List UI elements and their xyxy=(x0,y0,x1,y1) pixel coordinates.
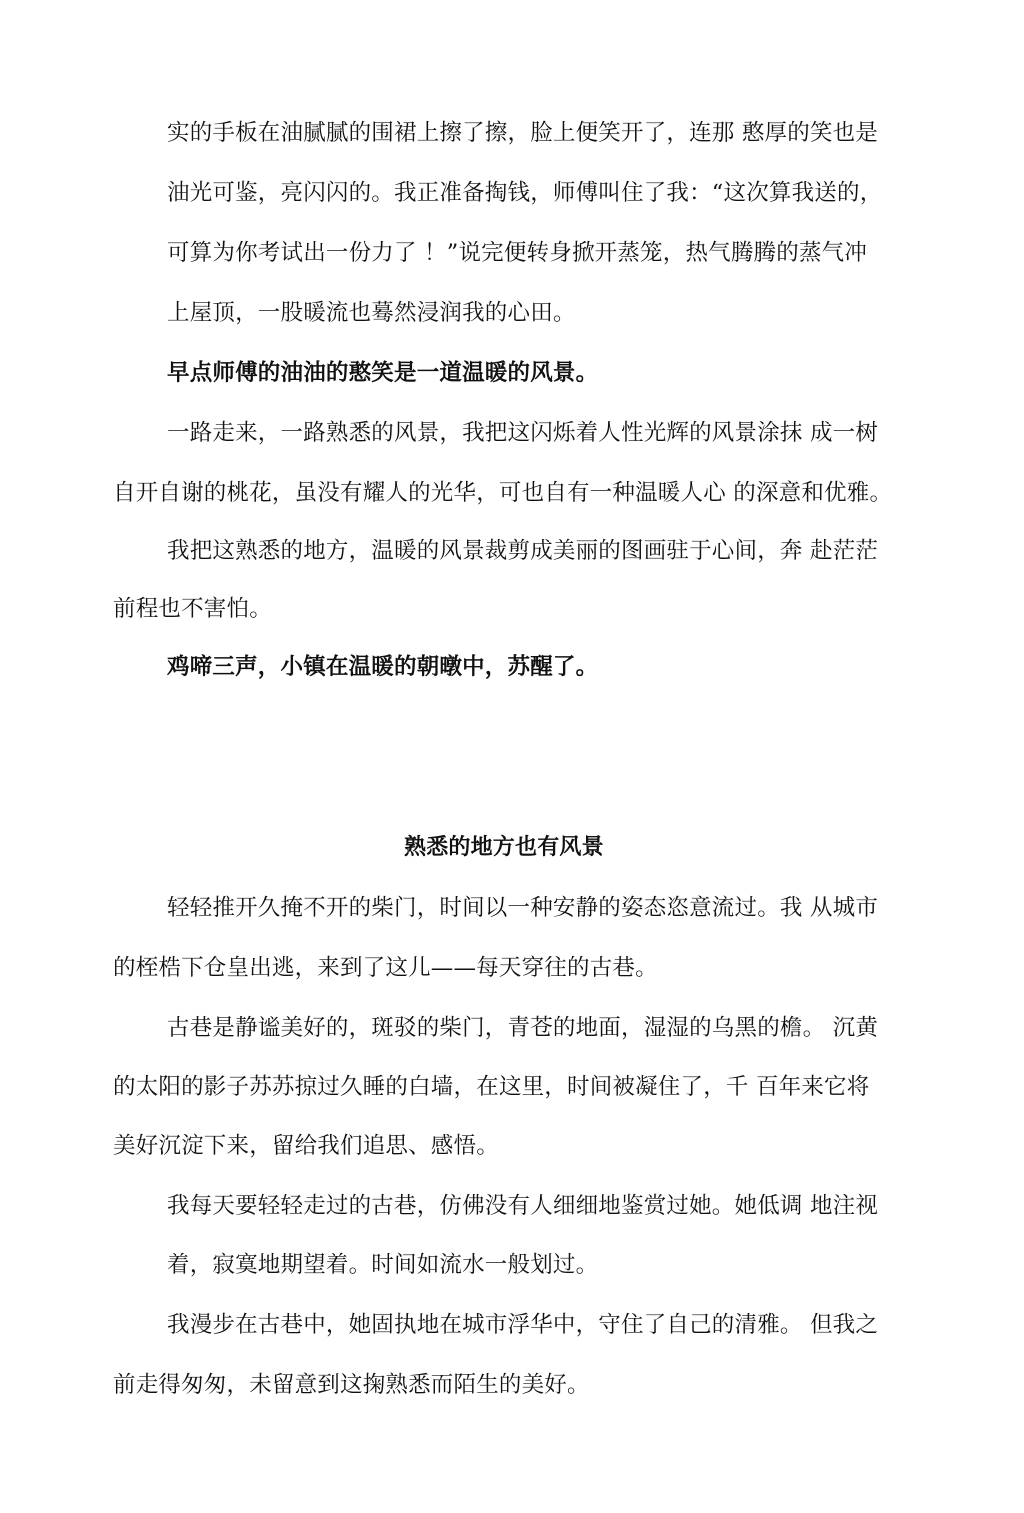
paragraph-line: 油光可鉴，亮闪闪的。我正准备掏钱，师傅叫住了我：“这次算我送的， xyxy=(167,180,883,206)
paragraph-line: 前程也不害怕。 xyxy=(113,596,272,622)
paragraph-line: 我漫步在古巷中，她固执地在城市浮华中，守住了自己的清雅。 但我之 xyxy=(167,1312,879,1338)
paragraph-line: 古巷是静谧美好的，斑驳的柴门，青苍的地面，湿湿的乌黑的檐。 沉黄 xyxy=(167,1015,879,1041)
bold-statement: 早点师傅的油油的憨笑是一道温暖的风景。 xyxy=(167,360,599,386)
paragraph-line: 可算为你考试出一份力了 ！”说完便转身掀开蒸笼，热气腾腾的蒸气冲 xyxy=(167,240,868,266)
essay-title: 熟悉的地方也有风景 xyxy=(404,834,604,860)
paragraph-line: 我把这熟悉的地方，温暖的风景裁剪成美丽的图画驻于心间，奔 赴茫茫 xyxy=(167,538,879,564)
paragraph-line: 的太阳的影子苏苏掠过久睡的白墙，在这里，时间被凝住了，千 百年来它将 xyxy=(113,1074,870,1100)
paragraph-line: 的桎梏下仓皇出逃，来到了这儿——每天穿往的古巷。 xyxy=(113,955,658,981)
paragraph-line: 上屋顶，一股暖流也蓦然浸润我的心田。 xyxy=(167,300,576,326)
paragraph-line: 轻轻推开久掩不开的柴门，时间以一种安静的姿态恣意流过。我 从城市 xyxy=(167,895,879,921)
paragraph-line: 实的手板在油腻腻的围裙上擦了擦，脸上便笑开了，连那 憨厚的笑也是 xyxy=(167,120,879,146)
paragraph-line: 一路走来，一路熟悉的风景，我把这闪烁着人性光辉的风景涂抹 成一树 xyxy=(167,420,879,446)
paragraph-line: 自开自谢的桃花，虽没有耀人的光华，可也自有一种温暖人心 的深意和优雅。 xyxy=(113,480,893,506)
paragraph-line: 美好沉淀下来，留给我们追思、感悟。 xyxy=(113,1133,499,1159)
bold-statement: 鸡啼三声，小镇在温暖的朝暾中，苏醒了。 xyxy=(167,654,599,680)
paragraph-line: 我每天要轻轻走过的古巷，仿佛没有人细细地鉴赏过她。她低调 地注视 xyxy=(167,1193,879,1219)
paragraph-line: 着，寂寞地期望着。时间如流水一般划过。 xyxy=(167,1252,599,1278)
paragraph-line: 前走得匆匆，未留意到这掬熟悉而陌生的美好。 xyxy=(113,1372,590,1398)
